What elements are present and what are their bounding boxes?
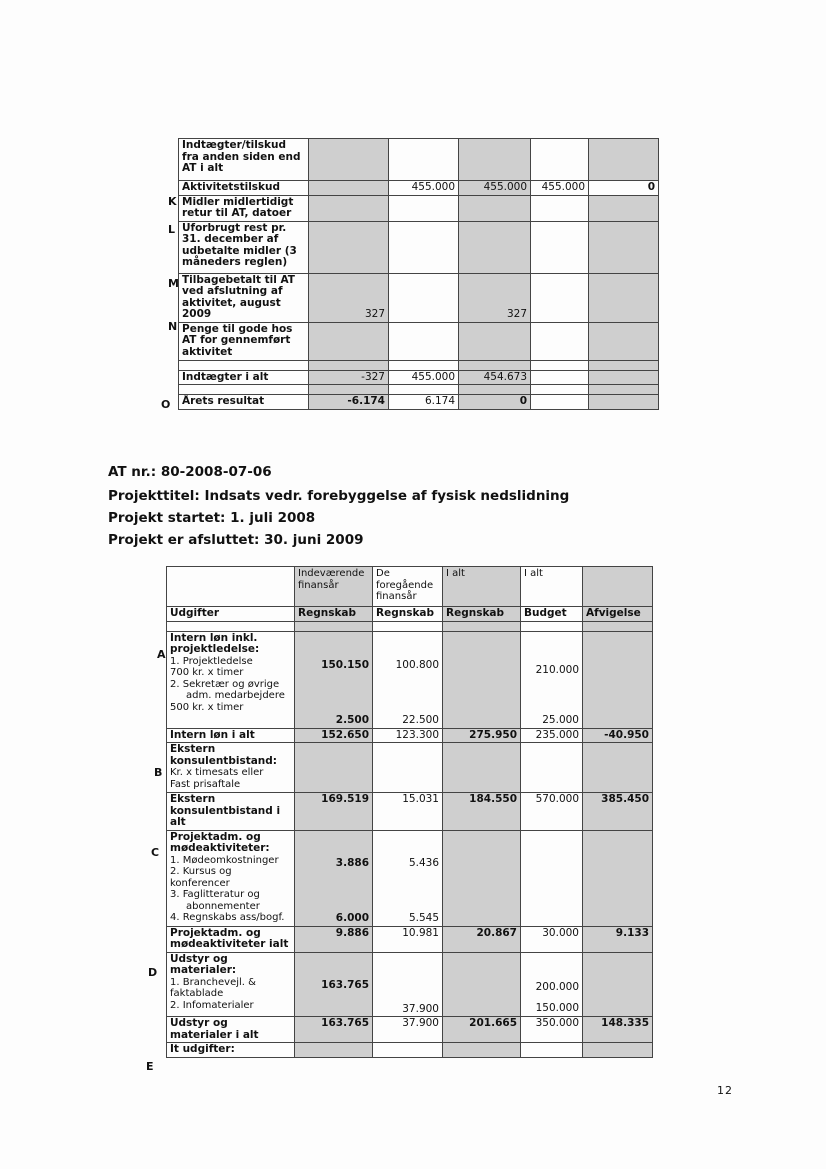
udgifter-label: Udgifter xyxy=(167,607,295,622)
cell xyxy=(531,385,589,395)
cell xyxy=(531,395,589,410)
cell xyxy=(373,631,443,728)
cell: -40.950 xyxy=(583,728,653,743)
cell xyxy=(589,385,659,395)
cell: 148.335 xyxy=(583,1017,653,1043)
detail-line: 500 kr. x timer xyxy=(170,701,244,713)
table-row xyxy=(179,322,659,360)
cell xyxy=(309,221,389,273)
cell xyxy=(459,139,531,181)
value: 163.765 xyxy=(321,978,369,991)
project-title: Projekttitel: Indsats vedr. forebyggelse af fysisk nedslidning xyxy=(108,488,570,504)
cell xyxy=(373,743,443,793)
cell: 275.950 xyxy=(443,728,521,743)
detail-line: faktablade xyxy=(170,988,224,999)
cell xyxy=(521,621,583,631)
cell xyxy=(309,139,389,181)
project-end: Projekt er afsluttet: 30. juni 2009 xyxy=(108,532,364,548)
cell xyxy=(583,1043,653,1058)
section-a-total xyxy=(167,728,653,743)
cell xyxy=(531,360,589,370)
cell: 152.650 xyxy=(295,728,373,743)
cell xyxy=(389,322,459,360)
cell xyxy=(589,139,659,181)
section-d-label xyxy=(167,952,295,1017)
total-label: Projektadm. og mødeaktiviteter ialt xyxy=(167,926,295,952)
cell xyxy=(295,621,373,631)
cell: 455.000 xyxy=(459,181,531,196)
section-b-label xyxy=(167,743,295,793)
sub-regnskab-1: Regnskab xyxy=(295,607,373,622)
cell xyxy=(389,360,459,370)
detail-line: 700 kr. x timer xyxy=(170,667,244,678)
cell xyxy=(389,221,459,273)
cell xyxy=(521,631,583,728)
cell: 30.000 xyxy=(521,926,583,952)
cell xyxy=(589,195,659,221)
sub-budget: Budget xyxy=(521,607,583,622)
cell xyxy=(167,621,295,631)
cell xyxy=(443,952,521,1017)
cell xyxy=(309,322,389,360)
cell xyxy=(167,567,295,607)
cell xyxy=(589,370,659,385)
cell xyxy=(521,1043,583,1058)
row-label: Aktivitetstilskud xyxy=(179,181,309,196)
cell: 184.550 xyxy=(443,793,521,831)
cell: 455.000 xyxy=(389,181,459,196)
cell xyxy=(443,631,521,728)
cell xyxy=(583,952,653,1017)
section-d-title: Udstyr og materialer: xyxy=(170,952,237,976)
project-start: Projekt startet: 1. juli 2008 xyxy=(108,510,316,526)
value: 100.800 xyxy=(395,658,439,671)
detail-line: adm. medarbejdere xyxy=(186,690,285,701)
row-label: Indtægter/tilskud fra anden siden end AT i alt xyxy=(179,139,309,181)
cell: 454.673 xyxy=(459,370,531,385)
cell: 123.300 xyxy=(373,728,443,743)
cell xyxy=(309,195,389,221)
cell xyxy=(589,395,659,410)
value: 25.000 xyxy=(542,714,579,726)
cell xyxy=(521,743,583,793)
cell: 20.867 xyxy=(443,926,521,952)
section-letter-C: C xyxy=(151,846,160,859)
section-a-title: Intern løn inkl. projektledelse: xyxy=(170,631,260,655)
cell xyxy=(309,181,389,196)
value: 6.000 xyxy=(335,912,369,924)
total-label: Udstyr og materialer i alt xyxy=(167,1017,295,1043)
cell xyxy=(373,952,443,1017)
cell xyxy=(531,139,589,181)
detail-line: 1. Projektledelse xyxy=(170,655,253,667)
cell xyxy=(531,221,589,273)
cell: 37.900 xyxy=(373,1017,443,1043)
cell: 455.000 xyxy=(389,370,459,385)
cell: -6.174 xyxy=(309,395,389,410)
row-label: Indtægter i alt xyxy=(179,370,309,385)
section-e-row xyxy=(167,1043,653,1058)
section-d-total xyxy=(167,1017,653,1043)
cell xyxy=(389,273,459,322)
value: 3.886 xyxy=(335,856,369,869)
cell xyxy=(531,195,589,221)
value: 2.500 xyxy=(335,714,369,726)
section-b-title: Ekstern konsulentbistand: xyxy=(170,743,277,767)
detail-line: 2. Kursus og konferencer xyxy=(170,866,232,889)
cell: 15.031 xyxy=(373,793,443,831)
row-letter-L: L xyxy=(168,223,176,236)
row-label: Uforbrugt rest pr. 31. december af udbetalte midler (3 måneders reglen) xyxy=(179,221,309,273)
cell xyxy=(521,830,583,926)
row-label: Penge til gode hos AT for gennemført aktivitet xyxy=(179,322,309,360)
section-a-label xyxy=(167,631,295,728)
cell xyxy=(583,830,653,926)
cell xyxy=(373,830,443,926)
sub-regnskab-2: Regnskab xyxy=(373,607,443,622)
cell: 6.174 xyxy=(389,395,459,410)
page-number: 12 xyxy=(717,1084,733,1097)
row-letter-N: N xyxy=(168,320,178,333)
cell xyxy=(521,952,583,1017)
cell: 169.519 xyxy=(295,793,373,831)
cell: 385.450 xyxy=(583,793,653,831)
table-row xyxy=(179,139,659,181)
cell: 9.133 xyxy=(583,926,653,952)
cell xyxy=(295,830,373,926)
table-row xyxy=(179,181,659,196)
cell xyxy=(583,631,653,728)
value: 210.000 xyxy=(535,663,579,676)
cell xyxy=(583,743,653,793)
header-current-year: Indeværende finansår xyxy=(295,567,373,607)
detail-line: 3. Faglitteratur og xyxy=(170,889,260,900)
cell xyxy=(179,360,309,370)
value: 150.150 xyxy=(321,658,369,671)
at-number: AT nr.: 80-2008-07-06 xyxy=(108,464,272,480)
cell xyxy=(309,360,389,370)
section-e-title: It udgifter: xyxy=(167,1043,295,1058)
cell: -327 xyxy=(309,370,389,385)
cell: 350.000 xyxy=(521,1017,583,1043)
cell xyxy=(309,385,389,395)
cell xyxy=(459,195,531,221)
table-row xyxy=(179,370,659,385)
cell xyxy=(373,1043,443,1058)
cell xyxy=(531,370,589,385)
cell xyxy=(589,273,659,322)
cell: 455.000 xyxy=(531,181,589,196)
detail-line: 2. Infomaterialer xyxy=(170,999,254,1011)
value: 150.000 xyxy=(535,1002,579,1014)
table-row xyxy=(179,221,659,273)
value: 200.000 xyxy=(535,980,579,993)
row-label: Tilbagebetalt til AT ved afslutning af aktivitet, august 2009 xyxy=(179,273,309,322)
cell xyxy=(459,360,531,370)
section-a-detail xyxy=(167,631,653,728)
value: 22.500 xyxy=(402,714,439,726)
table-row xyxy=(179,395,659,410)
row-letter-O: O xyxy=(161,398,171,411)
table-row xyxy=(179,195,659,221)
header-previous-years: De foregående finansår xyxy=(373,567,443,607)
cell xyxy=(295,952,373,1017)
cell xyxy=(589,322,659,360)
cell xyxy=(583,567,653,607)
row-letter-K: K xyxy=(168,195,177,208)
table-row xyxy=(167,621,653,631)
section-c-total xyxy=(167,926,653,952)
cell xyxy=(459,221,531,273)
cell: 0 xyxy=(459,395,531,410)
section-b-total xyxy=(167,793,653,831)
cell: 163.765 xyxy=(295,1017,373,1043)
total-label: Intern løn i alt xyxy=(167,728,295,743)
cell xyxy=(373,621,443,631)
detail-line: Fast prisaftale xyxy=(170,778,241,790)
cell: 327 xyxy=(309,273,389,322)
cell: 201.665 xyxy=(443,1017,521,1043)
cell xyxy=(443,743,521,793)
cell xyxy=(179,385,309,395)
detail-line: 2. Sekretær og øvrige xyxy=(170,678,280,690)
cell xyxy=(589,360,659,370)
section-letter-A: A xyxy=(157,648,166,661)
sub-regnskab-3: Regnskab xyxy=(443,607,521,622)
header-row xyxy=(167,567,653,607)
cell xyxy=(443,830,521,926)
cell: 327 xyxy=(459,273,531,322)
table-row xyxy=(179,385,659,395)
income-table xyxy=(178,138,659,410)
value: 37.900 xyxy=(402,1002,439,1015)
cell xyxy=(295,743,373,793)
header-total: I alt xyxy=(443,567,521,607)
cell: 0 xyxy=(589,181,659,196)
section-letter-E: E xyxy=(146,1060,154,1073)
cell xyxy=(443,621,521,631)
row-letter-M: M xyxy=(168,277,179,290)
value: 5.436 xyxy=(408,856,439,869)
header-subrow xyxy=(167,607,653,622)
table-row xyxy=(179,273,659,322)
cell: 9.886 xyxy=(295,926,373,952)
sub-afvigelse: Afvigelse xyxy=(583,607,653,622)
cell xyxy=(389,195,459,221)
value: 5.545 xyxy=(408,912,439,924)
section-letter-D: D xyxy=(148,966,158,979)
section-c-title: Projektadm. og mødeaktiviteter: xyxy=(170,830,270,854)
section-c-label xyxy=(167,830,295,926)
table-row xyxy=(179,360,659,370)
section-c-detail xyxy=(167,830,653,926)
cell xyxy=(531,273,589,322)
detail-line: 1. Mødeomkostninger xyxy=(170,854,279,866)
row-label: Midler midlertidigt retur til AT, datoer xyxy=(179,195,309,221)
section-b-detail xyxy=(167,743,653,793)
cell xyxy=(443,1043,521,1058)
detail-line: abonnementer xyxy=(186,900,260,912)
cell xyxy=(389,139,459,181)
cell xyxy=(459,385,531,395)
row-label: Årets resultat xyxy=(179,395,309,410)
cell: 235.000 xyxy=(521,728,583,743)
header-total-budget: I alt xyxy=(521,567,583,607)
cell xyxy=(531,322,589,360)
detail-line: 1. Branchevejl. & xyxy=(170,976,256,988)
cell xyxy=(389,385,459,395)
section-letter-B: B xyxy=(154,766,163,779)
cell xyxy=(589,221,659,273)
cell: 10.981 xyxy=(373,926,443,952)
cell xyxy=(459,322,531,360)
expense-table xyxy=(166,566,653,1058)
detail-line: 4. Regnskabs ass/bogf. xyxy=(170,912,285,923)
cell xyxy=(295,1043,373,1058)
cell: 570.000 xyxy=(521,793,583,831)
detail-line: Kr. x timesats eller xyxy=(170,767,264,778)
section-d-detail xyxy=(167,952,653,1017)
total-label: Ekstern konsulentbistand i alt xyxy=(167,793,295,831)
cell xyxy=(583,621,653,631)
cell xyxy=(295,631,373,728)
